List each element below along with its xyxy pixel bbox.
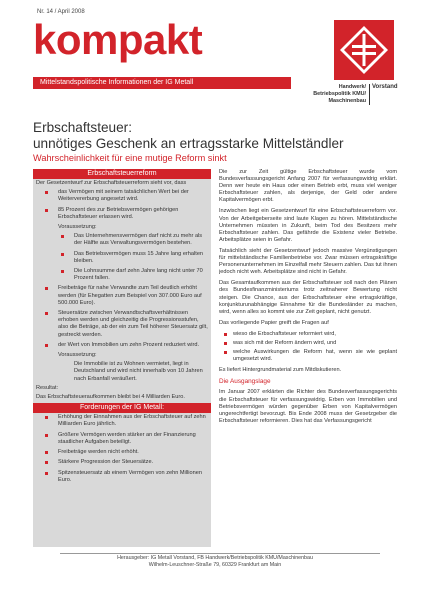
headline-line-2: unnötiges Geschenk an ertragsstarke Mittelständler	[33, 136, 344, 151]
demands-list	[36, 414, 208, 484]
list-item: Die Lohnsumme darf zehn Jahre lang nicht unter 70 Prozent fallen.	[36, 268, 208, 282]
logo-divider	[369, 84, 370, 105]
section-heading: Die Ausgangslage	[219, 378, 271, 386]
reform-list	[36, 189, 208, 221]
paragraph: Inzwischen liegt ein Gesetzentwurf für eine Erbschaftsteuerreform vor. Von der Arbeitgeberseite sind laute Klagen zu hören. Mittelständische Unternehmen müssten in Zukunft, beim Tod des Besitzers mehr Erbschaftsteuer zahlen. Das gefährde die Existenz vieler Betriebe. Arbeitsplätze seien in Gefahr.	[219, 208, 397, 243]
footer-imprint	[40, 555, 390, 569]
questions-list	[219, 331, 397, 363]
box-reform-content	[33, 179, 211, 401]
list-item: welche Auswirkungen die Reform hat, wenn sie wie geplant umgesetzt wird.	[219, 349, 397, 363]
logo-vorstand: Vorstand	[372, 84, 398, 90]
logo-line-2: Betriebspolitik KMU/	[313, 91, 366, 97]
list-item: Erhöhung der Einnahmen aus der Erbschaftsteuer auf zehn Milliarden Euro jährlich.	[36, 414, 208, 428]
box-reform-intro: Der Gesetzentwurf zur Erbschaftsteuerreform sieht vor, dass	[36, 180, 187, 186]
condition-label-2: Voraussetzung:	[58, 352, 97, 359]
main-text-column	[219, 169, 397, 551]
paragraph: Das vorliegende Papier greift die Fragen auf	[219, 319, 329, 326]
paragraph: Im Januar 2007 erklärten die Richter des Bundesverfassungsgerichts die Erbschaftsteuer für verfassungswidrig. Erben von Immobilien und Betriebsvermögen würden gegenüber Erben von Kapitalvermögen ungerechtfertigt bevorzugt. Bis Ende 2008 muss der Gesetzgeber die Erbschaftsteuer reformieren. Dies hat das Verfassungsgericht	[219, 389, 397, 424]
newsletter-subtitle: Mittelstandspolitische Informationen der IG Metall	[40, 79, 194, 86]
footer-divider	[60, 553, 380, 554]
logo-line-1: Handwerk/	[338, 84, 366, 90]
list-item: Steuersätze zwischen Verwandtschaftsverhältnissen erhoben werden und gleichzeitig die Progressionsstufen, also die Beträge, ab der ein zum Teil höherer Steuersatz gilt, gestreckt werden.	[36, 310, 208, 339]
list-item: wieso die Erbschaftsteuer reformiert wird,	[219, 331, 397, 338]
headline-line-1: Erbschaftsteuer:	[33, 120, 132, 135]
list-item: Das Betriebsvermögen muss 15 Jahre lang erhalten bleiben.	[36, 251, 208, 265]
ig-metall-logo-icon	[334, 20, 394, 80]
reform-list-2	[36, 285, 208, 349]
box-reform-title: Erbschaftsteuerreform	[33, 169, 211, 179]
list-item: Spitzensteuersatz ab einem Vermögen von zehn Millionen Euro.	[36, 470, 208, 484]
list-item: Freibeträge werden nicht erhöht.	[36, 449, 208, 456]
article-subheadline: Wahrscheinlichkeit für eine mutige Reform sinkt	[33, 153, 227, 163]
article-headline	[33, 120, 403, 152]
logo-department	[300, 84, 366, 105]
result-label: Resultat:	[36, 384, 59, 391]
condition-label: Voraussetzung:	[58, 224, 97, 231]
list-item: Größere Vermögen werden stärker an der Finanzierung staatlicher Aufgaben beteiligt.	[36, 432, 208, 446]
footer-publisher: Herausgeber: IG Metall Vorstand, FB Handwerk/Betriebspolitik KMU/Maschinenbau	[117, 555, 313, 561]
condition-immobilie: Die Immobilie ist zu Wohnen vermietet, liegt in Deutschland und wird nicht innerhalb von 10 Jahren nach Erbanfall veräußert.	[74, 361, 203, 382]
footer-address: Wilhelm-Leuschner-Straße 79, 60329 Frankfurt am Main	[148, 562, 282, 568]
paragraph: Das Gesamtaufkommen aus der Erbschaftsteuer soll nach den Plänen des Bundesfinanzministeriums trotz zeitnaherer Bewertung nicht steigen. Die Chance, aus der Erbschaftsteuer eine ertragskräftige, konjunkturunabhängige Einnahme für die Bundesländer zu machen, wird, wenn alles so kommt wie zur Zeit geplant, nicht genutzt.	[219, 280, 397, 315]
condition-list	[36, 233, 208, 282]
sidebar-box	[33, 169, 211, 547]
list-item: Stärkere Progression der Steuersätze.	[36, 459, 208, 466]
list-item: 85 Prozent des zur Betriebsvermögen gehörigen Erbschaftsteuer erlassen wird.	[36, 207, 208, 221]
paragraph: Die zur Zeit gültige Erbschaftsteuer wurde vom Bundesverfassungsgericht Anfang 2007 für verfassungswidrig erklärt. Denn wer heute ein Haus oder einen Betrieb erbt, muss viel weniger Erbschaftsteuer zahlen, als derjenige, der Geld oder andere Kapitalvermögen erbt.	[219, 169, 397, 204]
issue-number: Nr. 14 / April 2008	[37, 9, 85, 15]
box-demands-title: Forderungen der IG Metall:	[33, 403, 211, 413]
list-item: was sich mit der Reform ändern wird, und	[219, 340, 397, 347]
result-text: Das Erbschaftsteueraufkommen bleibt bei 4 Milliarden Euro.	[36, 394, 185, 401]
logo-line-3: Maschinenbau	[328, 98, 366, 104]
list-item: der Wert von Immobilien um zehn Prozent reduziert wird.	[36, 342, 208, 349]
paragraph: Es liefert Hintergrundmaterial zum Mitdiskutieren.	[219, 367, 342, 374]
paragraph: Tatsächlich sieht der Gesetzentwurf jedoch massive Vergünstigungen für mittelständische Familienbetriebe vor. Zwar müssen ertragskräftige Personenunternehmen im Einzelfall mehr Steuern zahlen. Das tut ihnen jedoch nicht weh. Arbeitsplätze sind nicht in Gefahr.	[219, 247, 397, 276]
demands-box	[33, 403, 211, 484]
list-item: Freibeträge für nahe Verwandte zum Teil deutlich erhöht werden (für Ehegatten zum Beispiel von 307.000 Euro auf 500.000 Euro).	[36, 285, 208, 307]
newsletter-title: kompakt	[33, 16, 203, 63]
list-item: das Vermögen mit seinem tatsächlichen Wert bei der Weitervererbung angesetzt wird.	[36, 189, 208, 203]
list-item: Das Unternehmensvermögen darf nicht zu mehr als der Hälfte aus Verwaltungsvermögen bestehen.	[36, 233, 208, 247]
box-demands-content	[33, 413, 211, 484]
